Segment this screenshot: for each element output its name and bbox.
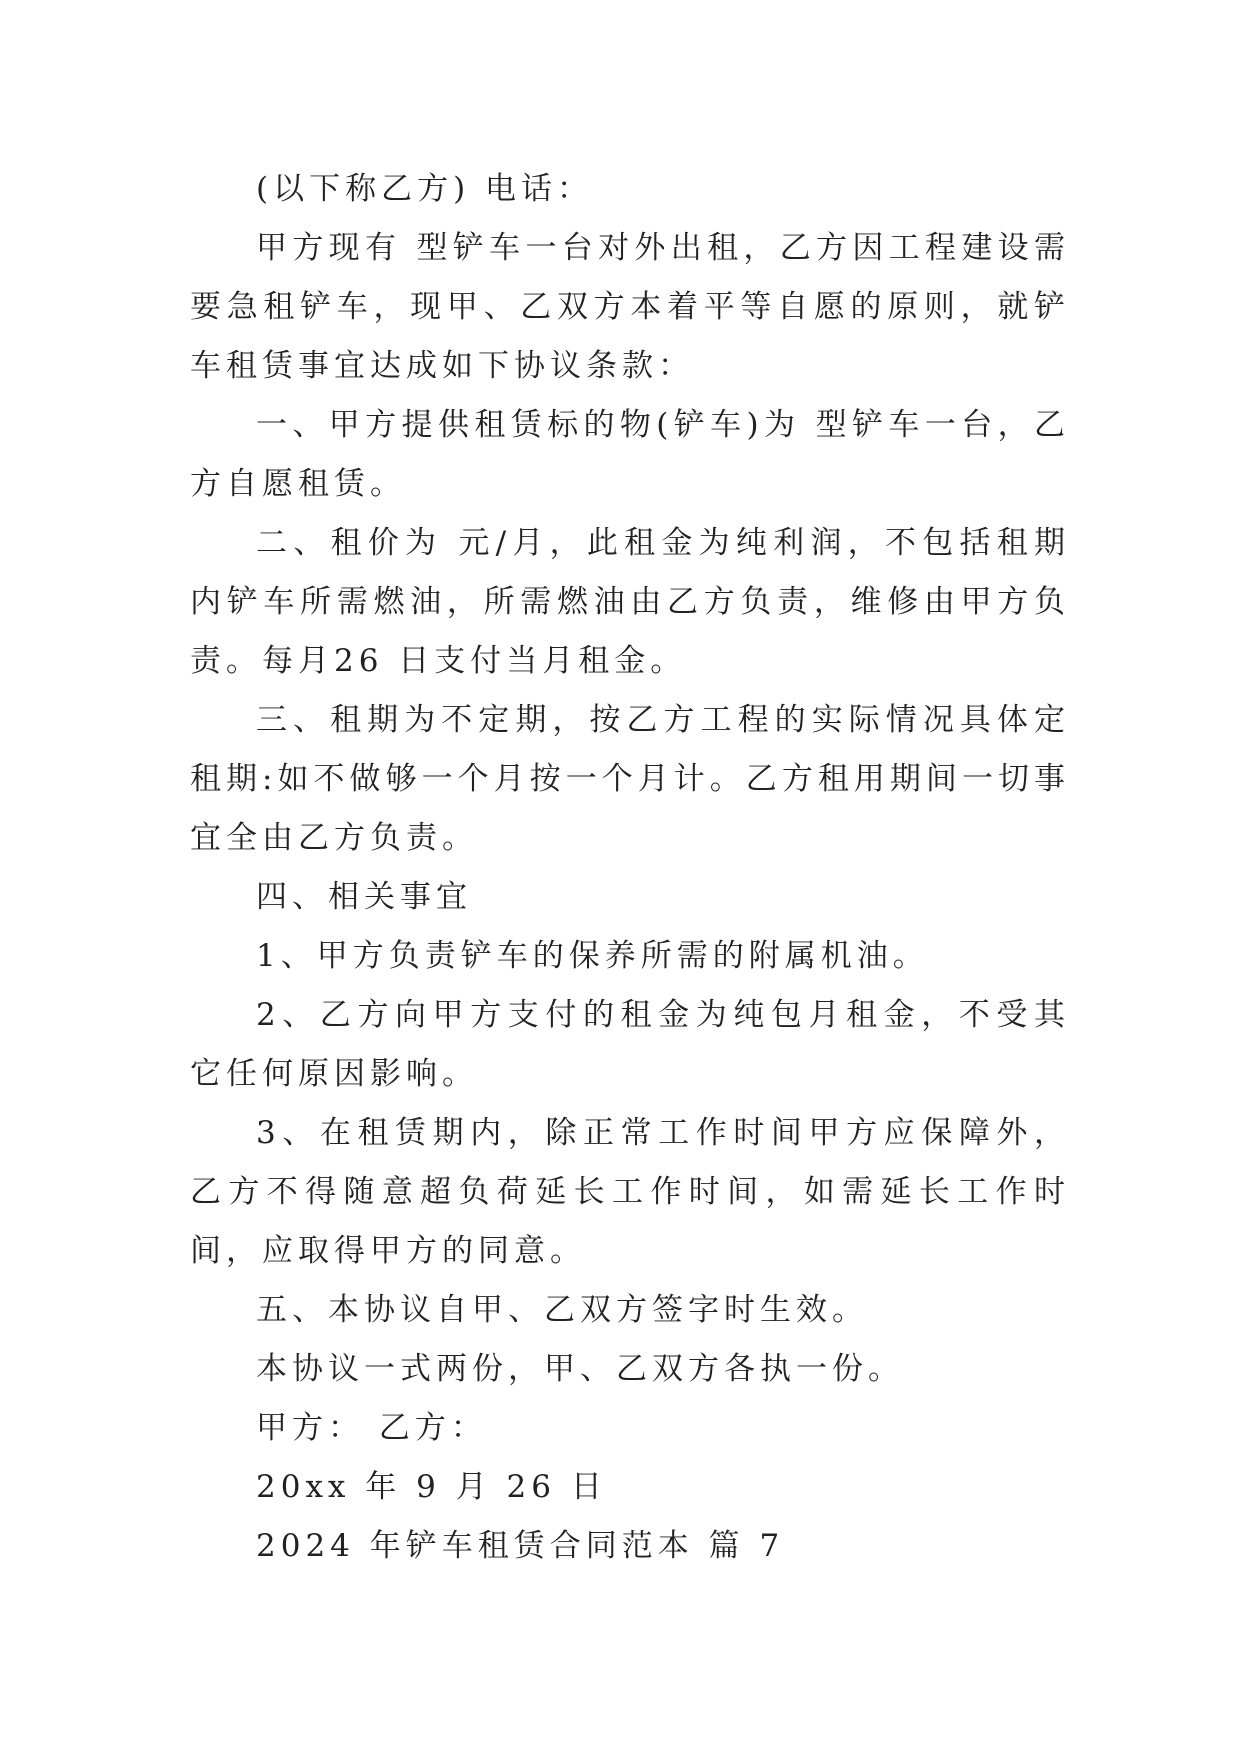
- paragraph-clause-5: 五、本协议自甲、乙双方签字时生效。: [256, 1292, 868, 1328]
- paragraph-copies: 本协议一式两份，甲、乙双方各执一份。: [256, 1351, 904, 1387]
- paragraph-clause-4-heading: 四、相关事宜: [256, 879, 472, 915]
- paragraph-clause-1: 一、甲方提供租赁标的物(铲车)为 型铲车一台，乙方自愿租赁。: [190, 407, 1070, 502]
- paragraph-clause-3: 三、租期为不定期，按乙方工程的实际情况具体定租期:如不做够一个月按一个月计。乙方租用期间一切事宜全由乙方负责。: [190, 702, 1070, 856]
- paragraph-clause-4-item-2: 2、乙方向甲方支付的租金为纯包月租金，不受其它任何原因影响。: [190, 997, 1070, 1092]
- date-line: 20xx 年 9 月 26 日: [256, 1469, 607, 1505]
- paragraph-clause-4-item-3: 3、在租赁期内，除正常工作时间甲方应保障外，乙方不得随意超负荷延长工作时间，如需延长工作时间，应取得甲方的同意。: [190, 1115, 1070, 1269]
- paragraph-clause-4-item-1: 1、甲方负责铲车的保养所需的附属机油。: [256, 938, 929, 974]
- next-section-heading: 2024 年铲车租赁合同范本 篇 7: [256, 1528, 785, 1564]
- signature-line: 甲方： 乙方：: [256, 1410, 487, 1446]
- paragraph-party-b-intro: (以下称乙方) 电话：: [256, 171, 594, 207]
- paragraph-preamble: 甲方现有 型铲车一台对外出租，乙方因工程建设需要急租铲车，现甲、乙双方本着平等自愿的原则，就铲车租赁事宜达成如下协议条款：: [190, 230, 1070, 384]
- paragraph-clause-2: 二、租价为 元/月，此租金为纯利润，不包括租期内铲车所需燃油，所需燃油由乙方负责，维修由甲方负责。每月26 日支付当月租金。: [190, 525, 1070, 679]
- document-body: [190, 160, 1070, 1576]
